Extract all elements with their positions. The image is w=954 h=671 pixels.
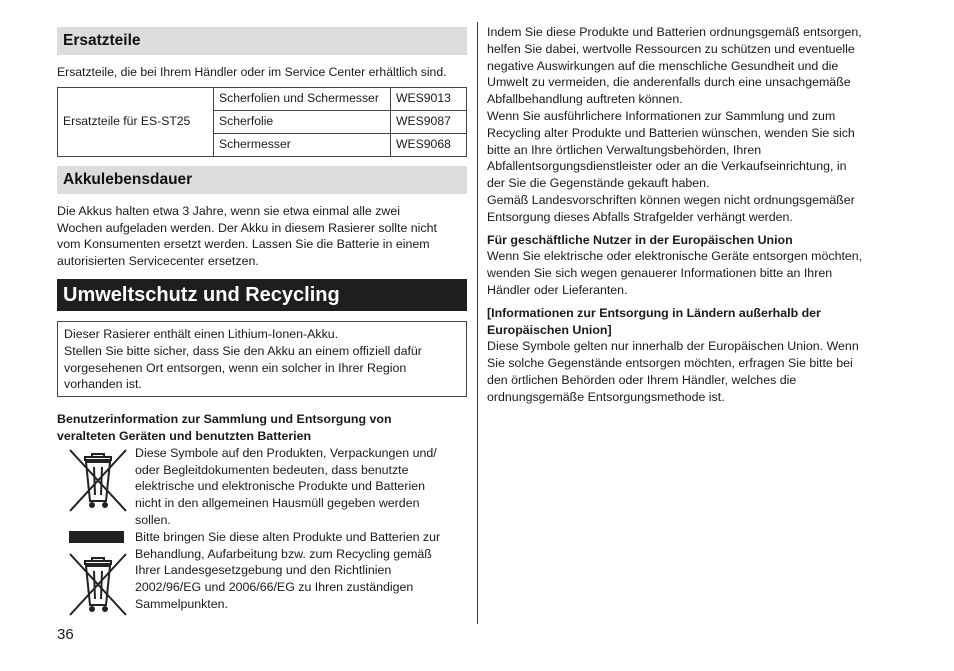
text-line: autorisierten Servicecenter ersetzen. xyxy=(57,254,259,269)
text-line: Sammelpunkten. xyxy=(135,596,228,611)
text-line: ordnungsgemäße Entsorgungsmethode ist. xyxy=(487,389,725,404)
part-cell: Schermesser xyxy=(214,133,391,156)
text-line: bitte an Ihre örtlichen Verwaltungsbehörden, Ihren xyxy=(487,142,762,157)
table-row xyxy=(58,87,467,110)
text-line: Wenn Sie elektrische oder elektronische Geräte entsorgen möchten, xyxy=(487,249,863,264)
symbol-block-1 xyxy=(57,445,467,529)
text-line: den örtlichen Behörden oder Ihrem Händler, welches die xyxy=(487,372,797,387)
user-info-heading xyxy=(57,411,467,445)
code-cell: WES9013 xyxy=(391,87,467,110)
battery-heading: Akkulebensdauer xyxy=(57,166,467,194)
left-column xyxy=(57,27,467,613)
text-line: nicht in den allgemeinen Hausmüll gegeben werden xyxy=(135,496,420,511)
text-line: vorgesehenen Ort entsorgen, wenn ein solcher in Ihrer Region xyxy=(64,360,407,375)
crossed-out-bin-icon xyxy=(65,445,131,515)
code-cell: WES9068 xyxy=(391,133,467,156)
fines-paragraph xyxy=(487,192,892,226)
battery-text xyxy=(57,203,467,270)
text-line: Behandlung, Aufarbeitung bzw. zum Recycling gemäß xyxy=(135,546,432,561)
text-line: Indem Sie diese Produkte und Batterien ordnungsgemäß entsorgen, xyxy=(487,25,862,39)
text-line: veralteten Geräten und benutzten Batterien xyxy=(57,428,312,443)
text-line: Recycling alter Produkte und Batterien wünschen, wenden Sie sich xyxy=(487,125,855,140)
text-line: Diese Symbole auf den Produkten, Verpackungen und/ xyxy=(135,445,437,460)
model-cell: Ersatzteile für ES-ST25 xyxy=(58,87,214,156)
business-users-section xyxy=(487,232,892,299)
text-line: Umwelt zu vermeiden, die anderenfalls durch eine unsachgemäße xyxy=(487,75,851,90)
code-cell: WES9087 xyxy=(391,110,467,133)
disposal-benefit-paragraph xyxy=(487,24,892,108)
text-line: wenden Sie sich wegen genauerer Informationen bitte an Ihren xyxy=(487,266,833,281)
column-divider xyxy=(477,22,478,624)
part-cell: Scherfolie xyxy=(214,110,391,133)
text-line: vom Konsumenten ersetzt werden. Lassen Sie die Batterie in einem xyxy=(57,237,430,252)
solid-bar-icon xyxy=(69,531,124,543)
text-line: Die Akkus halten etwa 3 Jahre, wenn sie etwa einmal alle zwei xyxy=(57,203,400,218)
right-column xyxy=(487,24,892,406)
spare-parts-table xyxy=(57,87,467,157)
symbol-block-2 xyxy=(57,529,467,613)
battery-notice-box xyxy=(57,321,467,397)
text-line: oder Begleitdokumenten bedeuten, dass benutzte xyxy=(135,462,409,477)
text-line: Benutzerinformation zur Sammlung und Entsorgung von xyxy=(57,412,392,427)
text-line: [Informationen zur Entsorgung in Ländern außerhalb der xyxy=(487,305,821,320)
text-line: Gemäß Landesvorschriften können wegen nicht ordnungsgemäßer xyxy=(487,192,855,207)
text-line: Diese Symbole gelten nur innerhalb der Europäischen Union. Wenn xyxy=(487,339,859,354)
text-line: Entsorgung dieses Abfalls Strafgelder verhängt werden. xyxy=(487,209,793,224)
text-line: Bitte bringen Sie diese alten Produkte und Batterien zur xyxy=(135,529,441,544)
spare-parts-heading: Ersatzteile xyxy=(57,27,467,55)
crossed-out-bin-icon xyxy=(65,549,131,619)
text-line: helfen Sie dabei, wertvolle Ressourcen zu schützen und eventuelle xyxy=(487,41,855,56)
part-cell: Scherfolien und Schermesser xyxy=(214,87,391,110)
symbol-text-2 xyxy=(135,529,467,613)
spare-parts-intro: Ersatzteile, die bei Ihrem Händler oder im Service Center erhältlich sind. xyxy=(57,65,447,79)
text-line: sollen. xyxy=(135,512,171,527)
text-line: Wenn Sie ausführlichere Informationen zur Sammlung und zum xyxy=(487,108,836,123)
text-line: negative Auswirkungen auf die menschliche Gesundheit und die xyxy=(487,58,839,73)
text-line: Dieser Rasierer enthält einen Lithium-Ionen-Akku. xyxy=(64,326,339,341)
text-line: 2002/96/EG und 2006/66/EG zu Ihren zuständigen xyxy=(135,580,414,595)
symbol-text-1 xyxy=(135,445,467,529)
text-line: Ihrer Landesgesetzgebung und den Richtlinien xyxy=(135,563,392,578)
text-line: Stellen Sie bitte sicher, dass Sie den Akku an einem offiziell dafür xyxy=(64,343,422,358)
more-info-paragraph xyxy=(487,108,892,192)
text-line: der Sie die Gegenstände gekauft haben. xyxy=(487,176,710,191)
text-line: Sie solche Gegenstände entsorgen möchten, erfragen Sie bitte bei xyxy=(487,356,853,371)
text-line: vorhanden ist. xyxy=(64,377,142,392)
environment-heading: Umweltschutz und Recycling xyxy=(57,279,467,311)
text-line: Europäischen Union] xyxy=(487,322,612,337)
business-heading: Für geschäftliche Nutzer in der Europäischen Union xyxy=(487,232,793,247)
text-line: Wochen aufgeladen werden. Der Akku in diesem Rasierer sollte nicht xyxy=(57,220,437,235)
page-number: 36 xyxy=(57,626,74,643)
outside-eu-section xyxy=(487,305,892,406)
text-line: elektrische und elektronische Produkte und Batterien xyxy=(135,479,425,494)
text-line: Händler oder Lieferanten. xyxy=(487,282,628,297)
text-line: Abfallbehandlung auftreten können. xyxy=(487,92,683,107)
text-line: Abfallentsorgungsdienstleister oder an die Verkaufseinrichtung, in xyxy=(487,159,847,174)
